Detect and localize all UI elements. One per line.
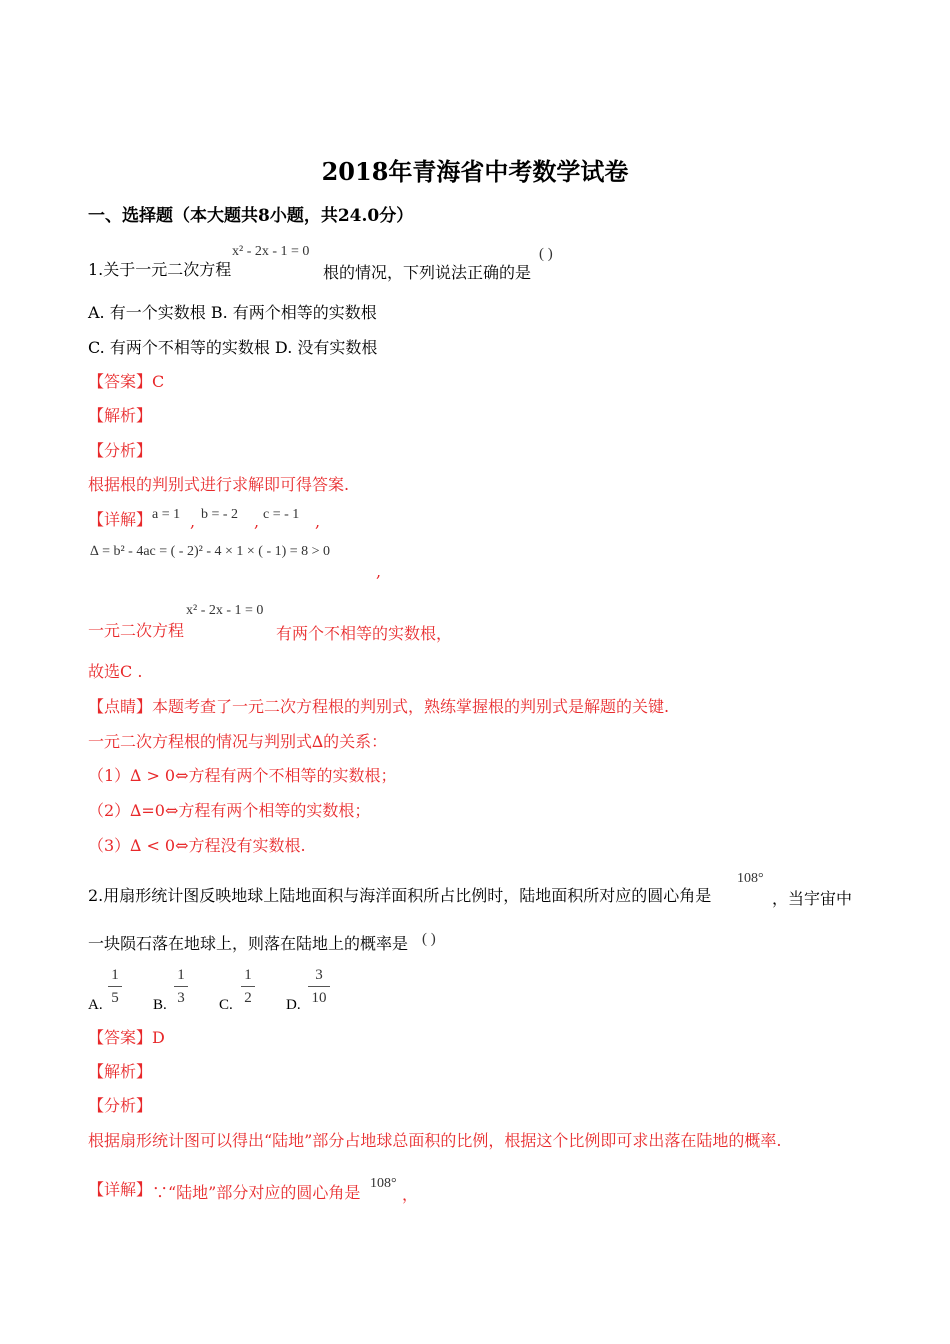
q2-fenxi-text: 根据扇形统计图可以得出“陆地”部分占地球总面积的比例，根据这个比例即可求出落在陆地的概率. bbox=[88, 1131, 782, 1150]
q2-option-b-label: B. bbox=[153, 997, 167, 1013]
q1-delta-expression: ∆ = b² - 4ac = ( - 2)² - 4 × 1 × ( - 1) = 8 > 0 bbox=[90, 544, 331, 559]
q2-stem-line1: 2.用扇形统计图反映地球上陆地面积与海洋面积所占比例时，陆地面积所对应的圆心角是 bbox=[88, 886, 712, 905]
q2-option-a-denominator: 5 bbox=[111, 990, 119, 1006]
q2-detail-text: ∵“陆地”部分对应的圆心角是 bbox=[152, 1183, 361, 1202]
q2-jiexi-label: 【解析】 bbox=[88, 1062, 153, 1081]
q2-option-a-numerator: 1 bbox=[111, 967, 119, 983]
q1-case-3: （3）∆ < 0⇔方程没有实数根. bbox=[88, 836, 306, 855]
q1-equation: x² - 2x - 1 = 0 bbox=[232, 244, 310, 259]
q2-option-d-denominator: 10 bbox=[311, 990, 327, 1006]
section-heading: 一、选择题（本大题共8小题，共24.0分） bbox=[88, 206, 414, 226]
document-title: 2018年青海省中考数学试卷 bbox=[321, 157, 629, 186]
q2-option-c-label: C. bbox=[219, 997, 233, 1013]
q1-detail-b: b = - 2 bbox=[201, 507, 239, 522]
q2-detail-end: ， bbox=[402, 1185, 419, 1204]
q2-fenxi-label: 【分析】 bbox=[88, 1096, 153, 1115]
q2-angle: 108° bbox=[737, 871, 764, 886]
q2-option-b-fraction bbox=[174, 966, 188, 1007]
q2-answer-paren: ( ) bbox=[422, 931, 436, 947]
q2-option-c-denominator: 2 bbox=[244, 990, 252, 1006]
q1-options-line2: C. 有两个不相等的实数根 D. 没有实数根 bbox=[88, 338, 378, 357]
q2-answer: 【答案】D bbox=[88, 1028, 165, 1047]
fraction-bar bbox=[241, 986, 255, 987]
q1-delta-comma: , bbox=[376, 562, 382, 581]
q1-options-line1: A. 有一个实数根 B. 有两个相等的实数根 bbox=[88, 303, 377, 322]
q1-jiexi-label: 【解析】 bbox=[88, 406, 153, 425]
q1-dianjing: 【点睛】本题考查了一元二次方程根的判别式，熟练掌握根的判别式是解题的关键. bbox=[88, 697, 670, 716]
q2-option-b-denominator: 3 bbox=[177, 990, 185, 1006]
q1-answer-paren: ( ) bbox=[539, 246, 553, 262]
q1-detail-comma-3: , bbox=[315, 512, 321, 531]
q2-option-c-fraction bbox=[241, 966, 255, 1007]
q2-stem-line2: 一块陨石落在地球上，则落在陆地上的概率是 bbox=[88, 934, 409, 953]
q1-detail-a: a = 1 bbox=[152, 507, 181, 522]
q2-option-d-label: D. bbox=[286, 997, 301, 1013]
q1-detail-comma-1: , bbox=[190, 512, 196, 531]
q1-roots-equation: x² - 2x - 1 = 0 bbox=[186, 603, 264, 618]
q1-case-2: （2）∆=0⇔方程有两个相等的实数根； bbox=[88, 801, 371, 820]
fraction-bar bbox=[174, 986, 188, 987]
q2-detail-label: 【详解】 bbox=[88, 1180, 153, 1199]
q1-roots-suffix: 有两个不相等的实数根， bbox=[276, 624, 453, 643]
q1-choose: 故选C . bbox=[88, 662, 143, 681]
q2-option-d-fraction bbox=[308, 966, 330, 1007]
q1-stem-suffix: 根的情况，下列说法正确的是 bbox=[323, 263, 532, 282]
q1-case-1: （1）∆ > 0⇔方程有两个不相等的实数根； bbox=[88, 766, 397, 785]
q2-option-d-numerator: 3 bbox=[315, 967, 323, 983]
q1-detail-label: 【详解】 bbox=[88, 510, 153, 529]
q1-stem-prefix: 1.关于一元二次方程 bbox=[88, 260, 232, 279]
q1-detail-c: c = - 1 bbox=[263, 507, 300, 522]
q1-fenxi-label: 【分析】 bbox=[88, 441, 153, 460]
q2-option-a-fraction bbox=[108, 966, 122, 1007]
q1-relation: 一元二次方程根的情况与判别式∆的关系： bbox=[88, 732, 388, 751]
q1-fenxi-text: 根据根的判别式进行求解即可得答案. bbox=[88, 475, 350, 494]
q2-option-c-numerator: 1 bbox=[244, 967, 252, 983]
q1-detail-comma-2: , bbox=[254, 512, 260, 531]
q1-roots-prefix: 一元二次方程 bbox=[88, 621, 185, 640]
q1-answer: 【答案】C bbox=[88, 372, 165, 391]
q2-detail-angle: 108° bbox=[370, 1176, 397, 1191]
fraction-bar bbox=[308, 986, 330, 987]
q2-option-a-label: A. bbox=[88, 997, 103, 1013]
fraction-bar bbox=[108, 986, 122, 987]
q2-stem-line1-suffix: ，当宇宙中 bbox=[772, 889, 853, 908]
q2-option-b-numerator: 1 bbox=[177, 967, 185, 983]
